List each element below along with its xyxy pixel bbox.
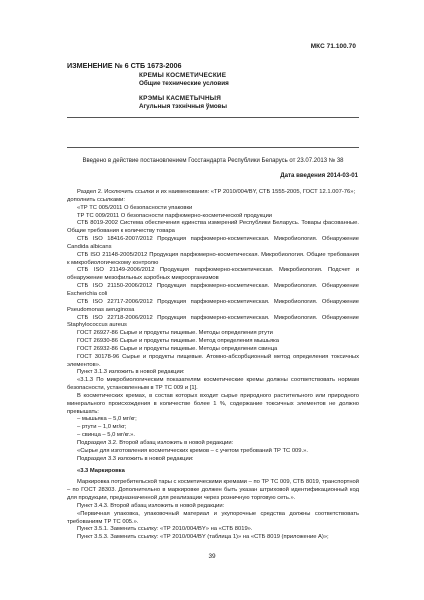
body-paragraph: «3.1.3 По микробиологическим показателям косметические кремы должны соответствовать нормам безопасности, установленным в ТР ТС 009 и [1]. <box>67 377 359 392</box>
body-paragraph: ГОСТ 26932-86 Сырье и продукты пищевые. Методы определения свинца <box>77 345 278 352</box>
title-block-by <box>139 95 379 111</box>
body-paragraph: Пункт 3.1.3 изложить в новой редакции: <box>77 369 185 376</box>
body-paragraph: ГОСТ 26930-86 Сырье и продукты пищевые. Метод определения мышьяка <box>77 338 279 345</box>
title-ru: КРЕМЫ КОСМЕТИЧЕСКИЕ <box>139 72 227 79</box>
body-paragraph: Маркировка потребительской тары с косметическими кремами – по ТР ТС 009, СТБ 8019, транспортной – по ГОСТ 28303. Дополнительно в маркировке должен быть указан штриховой идентификационный код для продукции, предназначенной для реализации через розничную торговую сеть.». <box>67 479 359 502</box>
body-paragraph: ТР ТС 009/2011 О безопасности парфюмерно-косметической продукции <box>77 212 273 219</box>
body-paragraph: Подраздел 3.3 изложить в новой редакции: <box>77 455 194 462</box>
body-paragraph: СТБ ISO 21149-2006/2012 Продукция парфюмерно-косметическая. Микробиология. Подсчет и обнаружение мезофильных аэробных микроорганизмов <box>67 267 359 282</box>
classification-code: МКС 71.100.70 <box>310 43 356 50</box>
body-paragraph: СТБ ISO 21150-2006/2012 Продукция парфюмерно-косметическая. Микробиология. Обнаружение Escherichia coli <box>67 283 359 297</box>
body-paragraph: дополнить ссылками: <box>67 196 126 203</box>
body-paragraph: СТБ ISO 22718-2006/2012 Продукция парфюмерно-косметическая. Микробиология. Обнаружение Staphylococcus aureus <box>67 314 359 329</box>
body-paragraph: Пункт 3.5.1. Заменить ссылку: «ТР 2010/004/BY» на «СТБ 8019». <box>77 526 253 533</box>
body-paragraph: «Сырье для изготовления косметических кремов – с учетом требований ТР ТС 009.». <box>77 447 308 454</box>
enactment-note: Введено в действие постановлением Госстандарта Республики Беларусь от 23.07.2013 № 38 <box>82 158 344 164</box>
body-paragraph: Подраздел 3.2. Второй абзац изложить в новой редакции: <box>77 440 234 446</box>
page-number: 39 <box>208 553 216 560</box>
divider-top <box>67 117 359 118</box>
body-paragraph: ГОСТ 30178-96 Сырье и продукты пищевые. Атомно-абсорбционный метод определения токсичных элементов». <box>67 353 359 368</box>
body-paragraph: «ТР ТС 005/2011 О безопасности упаковки <box>77 204 193 211</box>
body-paragraph: – мышьяка – 5,0 мг/кг; <box>77 416 137 423</box>
body-paragraph: – ртути – 1,0 мг/кг; <box>77 424 127 431</box>
effective-date: Дата введения 2014-03-01 <box>280 172 358 179</box>
body-paragraph: «Первичная упаковка, упаковочный материал и укупорочные средства должны соответствовать требованиям ТР ТС 005.». <box>67 510 359 525</box>
title-block-ru <box>139 72 379 88</box>
body-paragraph: «3.3 Маркировка <box>77 467 125 474</box>
body-paragraph: СТБ ISO 18416-2007/2012 Продукция парфюмерно-косметическая. Микробиология. Обнаружение Candida albicans <box>67 236 359 250</box>
body-paragraph: В косметических кремах, в состав которых входит сырье природного растительного или природного минерального происхождения в количестве более 1 %, содержание токсичных элементов не должно превышать: <box>67 392 359 415</box>
body-paragraph: ГОСТ 26927-86 Сырье и продукты пищевые. Методы определения ртути <box>77 330 273 337</box>
subtitle-ru: Общие технические условия <box>139 80 229 87</box>
change-title: ИЗМЕНЕНИЕ № 6 СТБ 1673-2006 <box>67 61 182 70</box>
body-paragraph: Раздел 2. Исключить ссылки и их наименования: «ТР 2010/004/BY, СТБ 1555-2005, ГОСТ 12.1.007-76»; <box>77 189 356 195</box>
body-paragraph: СТБ 8019-2002 Система обеспечения единства измерений Республики Беларусь. Товары фасованные. Общие требования к количеству товара <box>67 220 359 235</box>
divider-bottom <box>67 147 359 148</box>
body-paragraph: Пункт 3.4.3. Второй абзац изложить в новой редакции: <box>77 502 225 509</box>
document-body <box>67 189 359 542</box>
body-paragraph: Пункт 3.5.3. Заменить ссылку: «ТР 2010/004/BY (таблица 1)» на «СТБ 8019 (приложение А)»; <box>77 534 329 541</box>
subtitle-by: Агульныя тэхнічныя ўмовы <box>139 103 228 110</box>
body-paragraph: СТБ ISO 21148-2005/2012 Продукция парфюмерно-косметическая. Микробиология. Общие требования к микробиологическому контролю <box>67 251 359 266</box>
body-paragraph: СТБ ISO 22717-2006/2012 Продукция парфюмерно-косметическая. Микробиология. Обнаружение Pseudomonas aeruginosa <box>67 298 359 313</box>
title-by: КРЭМЫ КАСМЕТЫЧНЫЯ <box>139 95 222 102</box>
body-paragraph: – свинца – 5,0 мг/кг.». <box>77 432 136 439</box>
